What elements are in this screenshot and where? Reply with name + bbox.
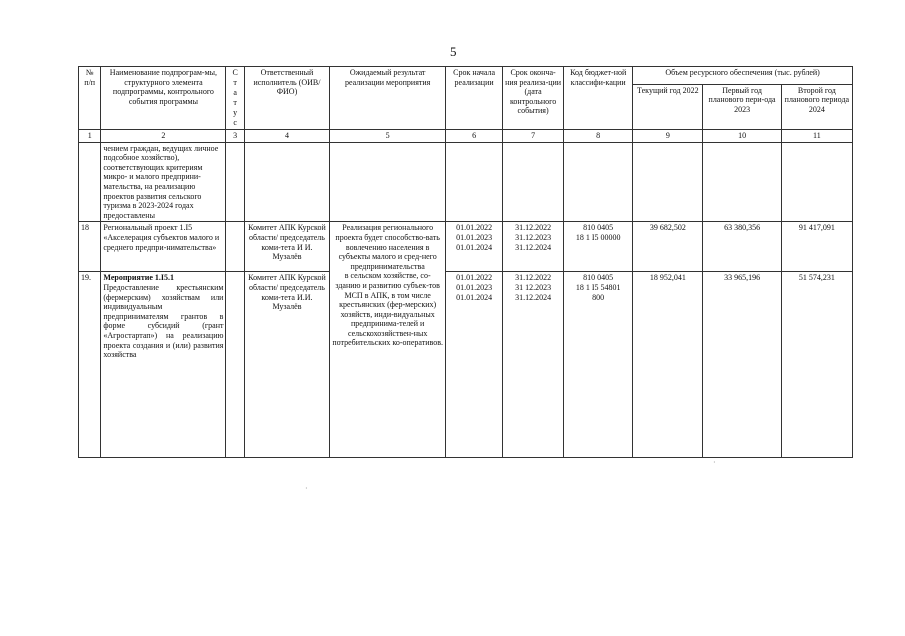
row-name: чением граждан, ведущих личное подсобное хозяйство), соответствующих критериям микро- и малого предприни-мательства, на реализацию проектов развития сельского туризма в 2023-2024 годах предоставлены	[101, 142, 226, 222]
column-number: 1	[79, 130, 101, 143]
row-num: 19.	[79, 272, 101, 458]
table-row	[79, 272, 853, 458]
scan-speck: ·	[305, 484, 308, 493]
page-number: 5	[450, 44, 457, 59]
col-name-header: Наименование подпрограм-мы, структурного элемента подпрограммы, контрольного события программы	[101, 67, 226, 130]
row-responsible: Комитет АПК Курской области/ председатель коми-тета И.И. Музалёв	[244, 272, 329, 458]
col-2022-header: Текущий год 2022	[633, 84, 703, 129]
column-number: 5	[330, 130, 446, 143]
row-status	[226, 222, 244, 272]
row-2022: 18 952,041	[633, 272, 703, 458]
table-row	[79, 222, 853, 272]
row-result-part-2: в сельском хозяйстве, со-зданию и развитию субъек-тов МСП в АПК, в том числе крестьянских (фер-мерских) хозяйств, инди-видуальных предпринима-телей и сельскохозяйствен-ных потребительских ко-оперативов.	[332, 271, 443, 348]
row-2023	[703, 142, 781, 222]
row-name: Региональный проект 1.I5 «Акселерация субъектов малого и среднего предпри-нимательства»	[101, 222, 226, 272]
row-2024	[781, 142, 852, 222]
program-table	[78, 66, 853, 458]
row-2022: 39 682,502	[633, 222, 703, 272]
row-end: 31.12.2022 31.12.2023 31.12.2024	[503, 222, 564, 272]
row-num: 18	[79, 222, 101, 272]
table-row	[79, 142, 853, 222]
col-num-header: № п/п	[79, 67, 101, 130]
row-2023: 33 965,196	[703, 272, 781, 458]
col-end-header: Срок оконча-ния реализа-ции (дата контрольного события)	[503, 67, 564, 130]
row-2023: 63 380,356	[703, 222, 781, 272]
row-result	[330, 142, 446, 222]
column-number: 3	[226, 130, 244, 143]
header-row	[79, 67, 853, 85]
column-numbers-row	[79, 130, 853, 143]
col-2024-header: Второй год планового периода 2024	[781, 84, 852, 129]
row-num	[79, 142, 101, 222]
row-end: 31.12.2022 31 12.2023 31.12.2024	[503, 272, 564, 458]
col-resources-header: Объем ресурсного обеспечения (тыс. рублей)	[633, 67, 853, 85]
column-number: 8	[564, 130, 633, 143]
row-2022	[633, 142, 703, 222]
col-responsible-header: Ответственный исполнитель (ОИВ/ФИО)	[244, 67, 329, 130]
col-budget-code-header: Код бюджет-ной классифи-кации	[564, 67, 633, 130]
row-budget-code: 810 0405 18 1 I5 00000	[564, 222, 633, 272]
row-name-title: Мероприятие 1.I5.1	[103, 273, 175, 283]
column-number: 9	[633, 130, 703, 143]
row-start: 01.01.2022 01.01.2023 01.01.2024	[446, 222, 503, 272]
column-number: 10	[703, 130, 781, 143]
row-budget-code	[564, 142, 633, 222]
row-2024: 51 574,231	[781, 272, 852, 458]
col-start-header: Срок начала реализации	[446, 67, 503, 130]
column-number: 2	[101, 130, 226, 143]
col-2023-header: Первый год планового пери-ода 2023	[703, 84, 781, 129]
column-number: 6	[446, 130, 503, 143]
row-status	[226, 272, 244, 458]
row-status	[226, 142, 244, 222]
column-number: 4	[244, 130, 329, 143]
row-end	[503, 142, 564, 222]
row-start	[446, 142, 503, 222]
row-responsible: Комитет АПК Курской области/ председатель коми-тета И И. Музалёв	[244, 222, 329, 272]
col-result-header: Ожидаемый результат реализации мероприятия	[330, 67, 446, 130]
row-start: 01.01.2022 01.01.2023 01.01.2024	[446, 272, 503, 458]
row-result	[330, 222, 446, 458]
row-budget-code: 810 0405 18 1 I5 54801 800	[564, 272, 633, 458]
row-name-cell	[101, 272, 226, 458]
col-status-header: С т а т у с	[226, 67, 244, 130]
row-2024: 91 417,091	[781, 222, 852, 272]
row-result-part-1: Реализация регионального проекта будет способство-вать вовлечению населения в субъекты малого и сред-него предпринимательства	[335, 223, 440, 271]
column-number: 11	[781, 130, 852, 143]
row-responsible	[244, 142, 329, 222]
row-name: Предоставление крестьянским (фермерским) хозяйствам или индивидуальным предпринимателям грантов в форме субсидий (грант «Агростартап») на реализацию проекта создания и (или) развития хозяйства	[103, 282, 224, 360]
column-number: 7	[503, 130, 564, 143]
scan-speck: ·	[713, 458, 716, 467]
